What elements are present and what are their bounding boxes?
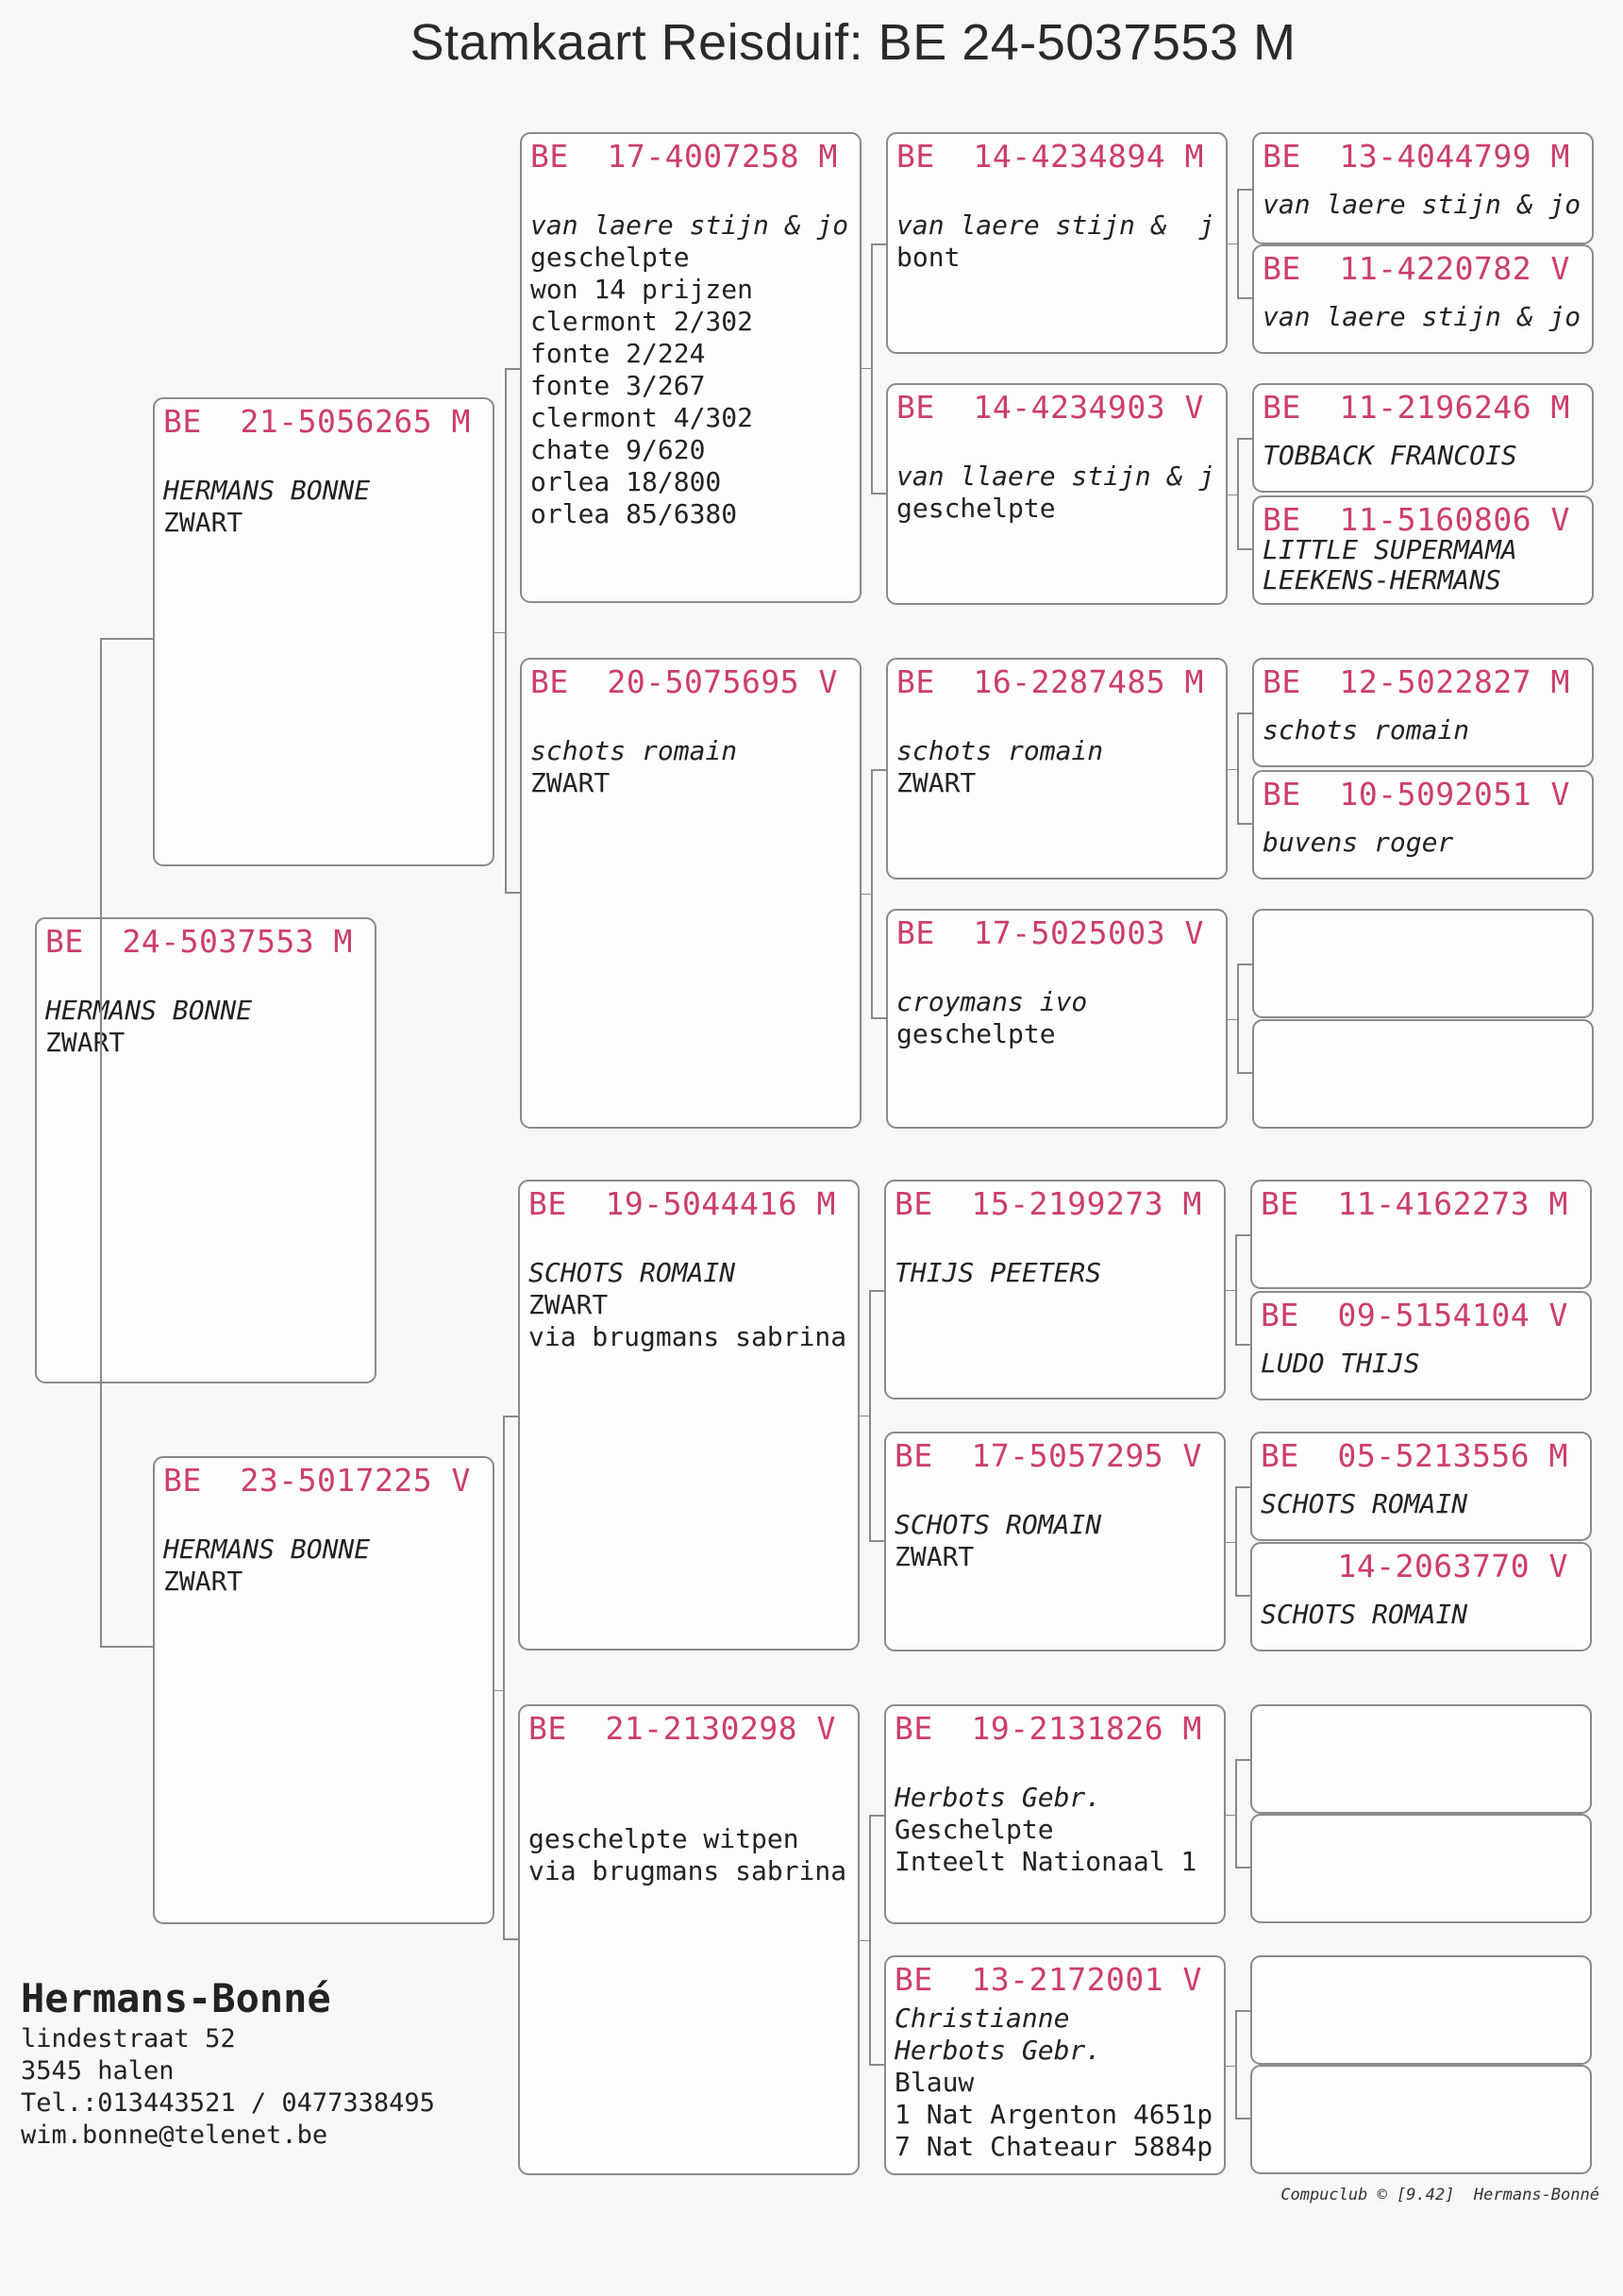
pigeon-card-p0 bbox=[35, 917, 376, 1383]
pigeon-info-line: van laere stijn & jo bbox=[1263, 301, 1581, 332]
pigeon-card-mmf bbox=[884, 1704, 1226, 1924]
pigeon-info-line: ZWART bbox=[530, 767, 611, 798]
ring-number: BE 12-5022827 M bbox=[1263, 663, 1570, 700]
pigeon-info-line: croymans ivo bbox=[896, 986, 1088, 1017]
pigeon-card-mfff bbox=[1250, 1180, 1592, 1289]
tree-connector bbox=[1235, 1486, 1250, 1597]
pigeon-info-line: ZWART bbox=[528, 1289, 609, 1320]
tree-connector bbox=[1237, 712, 1252, 825]
ring-number: BE 20-5075695 V bbox=[530, 663, 838, 700]
pigeon-card-mmmm bbox=[1250, 2065, 1592, 2174]
pigeon-card-f bbox=[153, 397, 494, 866]
tree-connector bbox=[869, 1290, 884, 1542]
pigeon-info-line: 7 Nat Chateaur 5884p bbox=[895, 2131, 1213, 2162]
pigeon-card-fm bbox=[520, 658, 862, 1129]
pigeon-card-mfmm bbox=[1250, 1542, 1592, 1651]
pigeon-card-mfm bbox=[884, 1432, 1226, 1651]
pigeon-info-line: geschelpte bbox=[896, 493, 1056, 524]
pigeon-info-line: SCHOTS ROMAIN bbox=[1261, 1599, 1468, 1630]
pigeon-info-line: buvens roger bbox=[1263, 827, 1454, 858]
tree-connector bbox=[1228, 243, 1237, 244]
pigeon-card-fmmf bbox=[1252, 909, 1594, 1018]
ring-number: BE 16-2287485 M bbox=[896, 663, 1204, 700]
pigeon-info-line: HERMANS BONNE bbox=[163, 475, 371, 506]
pigeon-info-line: Geschelpte bbox=[895, 1814, 1054, 1845]
pigeon-info-line: fonte 3/267 bbox=[530, 370, 706, 401]
pigeon-card-fmmm bbox=[1252, 1019, 1594, 1129]
pigeon-card-mffm bbox=[1250, 1291, 1592, 1400]
pigeon-info-line: ZWART bbox=[896, 767, 977, 798]
owner-block bbox=[21, 1974, 435, 2152]
tree-connector bbox=[862, 368, 871, 369]
tree-connector bbox=[1237, 964, 1252, 1074]
tree-connector bbox=[1235, 1759, 1250, 1869]
ring-number: BE 21-2130298 V bbox=[528, 1710, 836, 1747]
owner-email: wim.bonne@telenet.be bbox=[21, 2120, 328, 2150]
pigeon-info-line: SCHOTS ROMAIN bbox=[528, 1257, 736, 1288]
pigeon-info-line: van laere stijn & jo bbox=[530, 209, 849, 241]
tree-connector bbox=[1226, 1542, 1235, 1543]
ring-number: BE 11-5160806 V bbox=[1263, 501, 1570, 538]
ring-number: BE 17-5025003 V bbox=[896, 914, 1204, 951]
tree-connector bbox=[1226, 1815, 1235, 1816]
tree-connector bbox=[860, 1940, 869, 1941]
pigeon-card-mmm bbox=[884, 1955, 1226, 2175]
ring-number: BE 23-5017225 V bbox=[163, 1462, 471, 1499]
ring-number: BE 24-5037553 M bbox=[45, 923, 353, 960]
ring-number: BE 17-4007258 M bbox=[530, 138, 838, 175]
ring-number: BE 19-5044416 M bbox=[528, 1185, 836, 1222]
pigeon-info-line: TOBBACK FRANCOIS bbox=[1263, 440, 1517, 471]
pigeon-card-mm bbox=[518, 1704, 860, 2175]
pigeon-info-line: 1 Nat Argenton 4651p bbox=[895, 2099, 1213, 2130]
ring-number: BE 13-4044799 M bbox=[1263, 138, 1570, 175]
pigeon-card-ffmf bbox=[1252, 383, 1594, 493]
owner-phone: Tel.:013443521 / 0477338495 bbox=[21, 2088, 435, 2118]
owner-city: 3545 halen bbox=[21, 2056, 175, 2086]
pigeon-info-line: Christianne bbox=[895, 2003, 1070, 2034]
tree-connector bbox=[494, 632, 505, 633]
pigeon-info-line: via brugmans sabrina bbox=[528, 1855, 847, 1886]
pigeon-info-line: Blauw bbox=[895, 2067, 975, 2098]
pigeon-info-line: ZWART bbox=[45, 1027, 125, 1058]
pigeon-info-line: HERMANS BONNE bbox=[163, 1533, 371, 1565]
pigeon-info-line: geschelpte bbox=[530, 242, 690, 273]
pigeon-card-mfmf bbox=[1250, 1432, 1592, 1541]
pigeon-info-line: via brugmans sabrina bbox=[528, 1321, 847, 1352]
ring-number: BE 21-5056265 M bbox=[163, 403, 471, 440]
ring-number: BE 14-4234903 V bbox=[896, 389, 1204, 426]
tree-connector bbox=[505, 368, 520, 894]
ring-number: BE 15-2199273 M bbox=[895, 1185, 1202, 1222]
pigeon-card-fmfm bbox=[1252, 770, 1594, 880]
pigeon-card-mmmf bbox=[1250, 1955, 1592, 2065]
pigeon-info-line: bont bbox=[896, 242, 961, 273]
tree-connector bbox=[494, 1690, 503, 1691]
ring-number: 14-2063770 V bbox=[1261, 1548, 1568, 1584]
pigeon-info-line: LUDO THIJS bbox=[1261, 1348, 1420, 1379]
ring-number: BE 14-4234894 M bbox=[896, 138, 1204, 175]
pigeon-info-line: SCHOTS ROMAIN bbox=[1261, 1488, 1468, 1519]
tree-connector bbox=[869, 1815, 884, 2066]
tree-connector bbox=[1235, 1234, 1250, 1346]
pigeon-info-line: HERMANS BONNE bbox=[45, 995, 253, 1026]
pigeon-info-line: ZWART bbox=[895, 1541, 975, 1572]
pigeon-card-mf bbox=[518, 1180, 860, 1651]
ring-number: BE 17-5057295 V bbox=[895, 1437, 1202, 1474]
pigeon-info-line: orlea 18/800 bbox=[530, 466, 722, 497]
footer-credit: Compuclub © [9.42] Hermans-Bonné bbox=[1280, 2186, 1599, 2204]
tree-connector bbox=[1226, 1290, 1235, 1291]
pigeon-card-fmf bbox=[886, 658, 1228, 880]
ring-number: BE 19-2131826 M bbox=[895, 1710, 1202, 1747]
pigeon-info-line: SCHOTS ROMAIN bbox=[895, 1509, 1102, 1540]
pigeon-card-mmff bbox=[1250, 1704, 1592, 1814]
ring-number: BE 09-5154104 V bbox=[1261, 1297, 1568, 1333]
tree-connector bbox=[1228, 769, 1237, 770]
pigeon-card-mmfm bbox=[1250, 1814, 1592, 1923]
pigeon-info-line: Herbots Gebr. bbox=[895, 2035, 1102, 2066]
pigeon-info-line: van laere stijn & jo bbox=[1263, 189, 1581, 220]
ring-number: BE 10-5092051 V bbox=[1263, 776, 1570, 813]
ring-number: BE 11-2196246 M bbox=[1263, 389, 1570, 426]
ring-number: BE 11-4220782 V bbox=[1263, 250, 1570, 287]
pigeon-card-fffm bbox=[1252, 244, 1594, 354]
ring-number: BE 05-5213556 M bbox=[1261, 1437, 1568, 1474]
pigeon-card-ffff bbox=[1252, 132, 1594, 244]
tree-connector bbox=[871, 769, 886, 1019]
tree-connector bbox=[1226, 2066, 1235, 2067]
tree-connector bbox=[1235, 2010, 1250, 2120]
pigeon-info-line: schots romain bbox=[896, 735, 1104, 766]
pigeon-info-line: LEEKENS-HERMANS bbox=[1263, 564, 1501, 595]
pigeon-card-mff bbox=[884, 1180, 1226, 1399]
pigeon-info-line: orlea 85/6380 bbox=[530, 498, 738, 529]
tree-connector bbox=[1228, 494, 1237, 495]
ring-number: BE 13-2172001 V bbox=[895, 1961, 1202, 1998]
pigeon-card-fff bbox=[886, 132, 1228, 354]
owner-name: Hermans-Bonné bbox=[21, 1975, 331, 2021]
pigeon-info-line: van llaere stijn & j bbox=[896, 461, 1215, 492]
pigeon-info-line: schots romain bbox=[1263, 714, 1470, 746]
page-title: Stamkaart Reisduif: BE 24-5037553 M bbox=[410, 14, 1297, 71]
pigeon-info-line: fonte 2/224 bbox=[530, 338, 706, 369]
pigeon-info-line: van laere stijn & j bbox=[896, 209, 1215, 241]
pigeon-card-m bbox=[153, 1456, 494, 1924]
pigeon-info-line: clermont 2/302 bbox=[530, 306, 754, 337]
pigeon-card-ffmm bbox=[1252, 495, 1594, 605]
pigeon-info-line: clermont 4/302 bbox=[530, 402, 754, 433]
pigeon-card-ffm bbox=[886, 383, 1228, 605]
pigeon-info-line: schots romain bbox=[530, 735, 738, 766]
pigeon-info-line: won 14 prijzen bbox=[530, 274, 754, 305]
tree-connector bbox=[100, 638, 153, 1648]
tree-connector bbox=[1237, 438, 1252, 550]
tree-connector bbox=[862, 894, 871, 895]
pigeon-info-line: ZWART bbox=[163, 507, 243, 538]
pigeon-info-line: geschelpte bbox=[896, 1018, 1056, 1049]
owner-street: lindestraat 52 bbox=[21, 2024, 236, 2053]
pigeon-card-ff bbox=[520, 132, 862, 603]
ring-number: BE 11-4162273 M bbox=[1261, 1185, 1568, 1222]
pigeon-info-line: Inteelt Nationaal 1 bbox=[895, 1846, 1197, 1877]
pigeon-info-line: geschelpte witpen bbox=[528, 1823, 799, 1854]
pigeon-info-line: THIJS PEETERS bbox=[895, 1257, 1102, 1288]
pigeon-card-fmff bbox=[1252, 658, 1594, 767]
tree-connector bbox=[1228, 1019, 1237, 1020]
tree-connector bbox=[503, 1416, 518, 1940]
pigeon-info-line: ZWART bbox=[163, 1566, 243, 1597]
pigeon-info-line: chate 9/620 bbox=[530, 434, 706, 465]
pigeon-info-line: LITTLE SUPERMAMA bbox=[1263, 534, 1517, 565]
pigeon-info-line: Herbots Gebr. bbox=[895, 1782, 1102, 1813]
tree-connector bbox=[871, 243, 886, 494]
tree-connector bbox=[1237, 189, 1252, 300]
pigeon-card-fmm bbox=[886, 909, 1228, 1129]
